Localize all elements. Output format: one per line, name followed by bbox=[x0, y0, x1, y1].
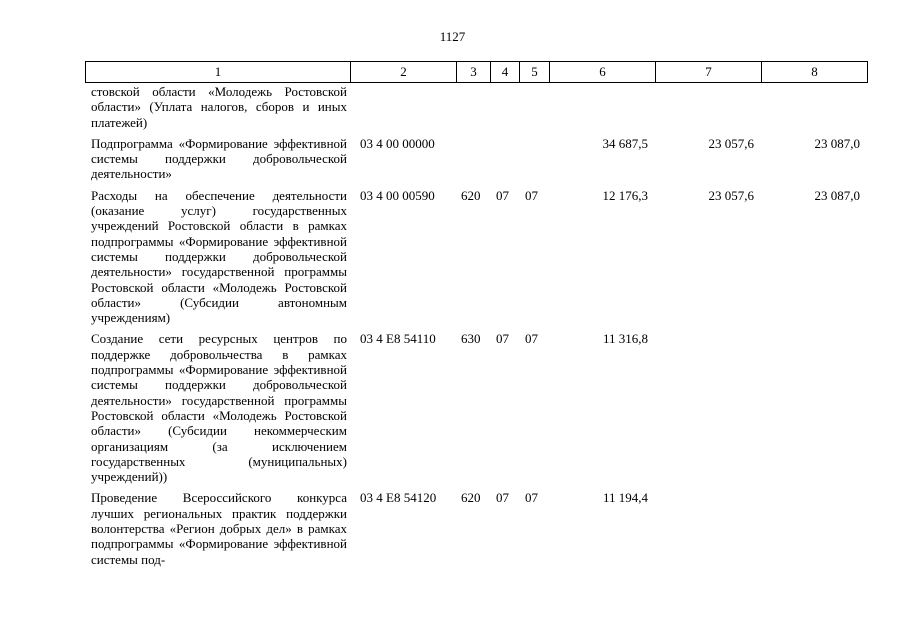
row-amount-col8: 23 087,0 bbox=[814, 135, 860, 151]
column-header-1: 1 bbox=[86, 62, 351, 83]
table-row bbox=[85, 331, 866, 484]
table-row bbox=[85, 84, 866, 130]
row-amount-col8: 23 087,0 bbox=[814, 187, 860, 203]
row-amount-col6: 12 176,3 bbox=[602, 187, 648, 203]
row-section: 07 bbox=[496, 331, 509, 347]
column-header-row bbox=[86, 62, 868, 83]
row-target-code: 03 4 00 00000 bbox=[360, 135, 435, 151]
row-description: Расходы на обеспечение деятельности (оказание услуг) государственных учреждений Ростовской области в рамках подпрограммы «Формирование эффективной системы поддержки добровольческой деятельности» государственной программы Ростовской области «Молодежь Ростовской области» (Субсидии автономным учреждениям) bbox=[91, 187, 347, 326]
row-expense-type: 630 bbox=[461, 331, 481, 347]
row-description: Проведение Всероссийского конкурса лучших региональных практик поддержки волонтерства «Регион добрых дел» в рамках подпрограммы «Формирование эффективной системы под- bbox=[91, 490, 347, 567]
row-section: 07 bbox=[496, 490, 509, 506]
row-subsection: 07 bbox=[525, 490, 538, 506]
row-target-code: 03 4 00 00590 bbox=[360, 187, 435, 203]
row-description: Подпрограмма «Формирование эффективной системы поддержки добровольческой деятельности» bbox=[91, 135, 347, 182]
column-header-2: 2 bbox=[351, 62, 457, 83]
row-amount-col6: 34 687,5 bbox=[602, 135, 648, 151]
column-header-4: 4 bbox=[491, 62, 520, 83]
table-body bbox=[85, 84, 866, 567]
column-header-8: 8 bbox=[762, 62, 868, 83]
column-header-table bbox=[85, 61, 868, 83]
page-number: 1127 bbox=[439, 29, 466, 44]
row-amount-col7: 23 057,6 bbox=[708, 135, 754, 151]
row-expense-type: 620 bbox=[461, 490, 481, 506]
row-subsection: 07 bbox=[525, 187, 538, 203]
row-target-code: 03 4 E8 54120 bbox=[360, 490, 437, 506]
table-row bbox=[85, 490, 866, 566]
row-amount-col6: 11 316,8 bbox=[602, 331, 648, 347]
column-header-6: 6 bbox=[550, 62, 656, 83]
row-description: стовской области «Молодежь Ростовской области» (Уплата налогов, сборов и иных платежей) bbox=[91, 84, 347, 130]
column-header-7: 7 bbox=[656, 62, 762, 83]
table-row bbox=[85, 188, 866, 326]
column-header-5: 5 bbox=[520, 62, 550, 83]
table-row bbox=[85, 136, 866, 182]
row-amount-col6: 11 194,4 bbox=[602, 490, 648, 506]
row-expense-type: 620 bbox=[461, 187, 481, 203]
row-amount-col7: 23 057,6 bbox=[708, 187, 754, 203]
row-section: 07 bbox=[496, 187, 509, 203]
row-description: Создание сети ресурсных центров по поддержке добровольчества в рамках подпрограммы «Формирование эффективной системы поддержки добровольческой деятельности» государственной программы Ростовской области «Молодежь Ростовской области» (Субсидии некоммерческим организациям (за исключением государственных (муниципальных) учреждений)) bbox=[91, 331, 347, 485]
row-subsection: 07 bbox=[525, 331, 538, 347]
row-target-code: 03 4 E8 54110 bbox=[360, 331, 436, 347]
column-header-3: 3 bbox=[457, 62, 491, 83]
